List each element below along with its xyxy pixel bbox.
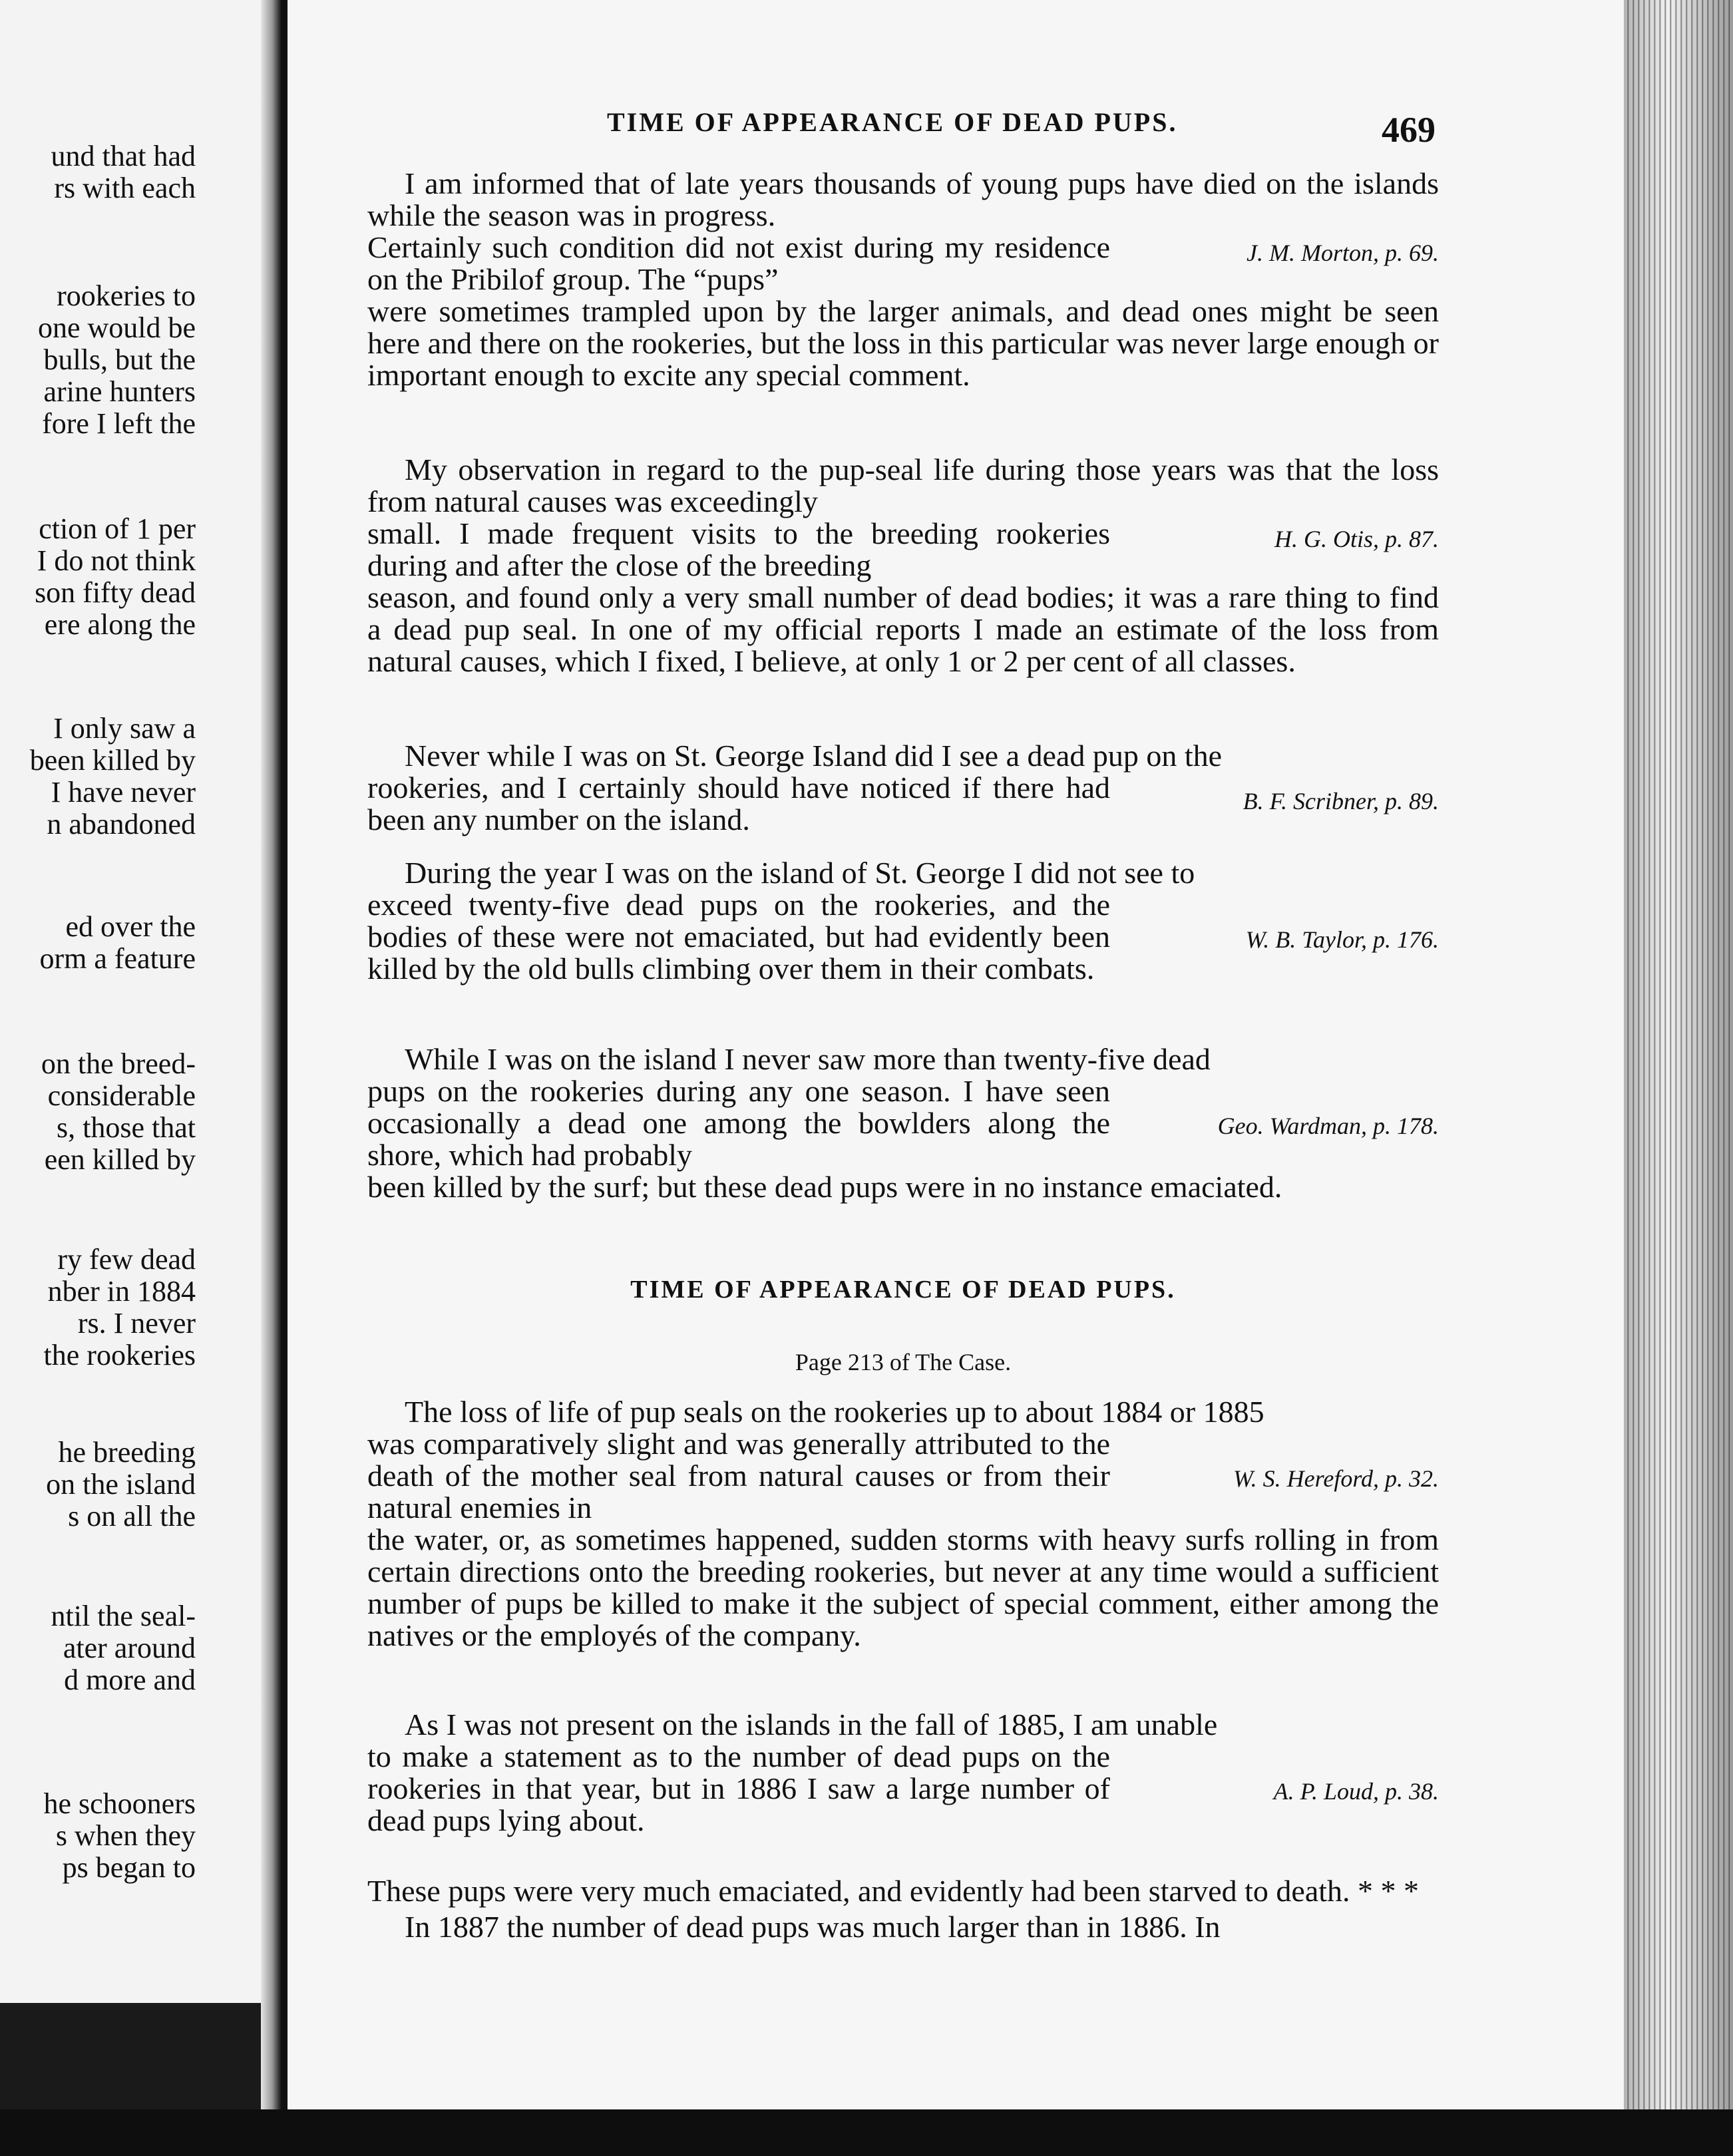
testimony-side: to make a statement as to the number of dead pups on the rookeries in that year, but in 1886 I saw a large number of dead pups lying about. [367, 1739, 1110, 1837]
left-page-fragment: nber in 1884 [47, 1275, 196, 1308]
closing-paragraph: In 1887 the number of dead pups was much larger than in 1886. In [405, 1910, 1221, 1944]
citation: Geo. Wardman, p. 178. [1217, 1113, 1439, 1139]
left-page-fragment: n abandoned [47, 808, 196, 840]
citation: H. G. Otis, p. 87. [1274, 526, 1439, 552]
left-page [0, 0, 265, 2003]
citation: W. S. Hereford, p. 32. [1233, 1465, 1439, 1492]
testimony-morton [367, 168, 1439, 391]
left-page-fragment: und that had [51, 140, 196, 172]
testimony-lead: Never while I was on St. George Island did I see a dead pup on the [405, 739, 1223, 773]
left-page-fragment: been killed by [29, 744, 196, 777]
left-page-fragment: rookeries to [57, 279, 196, 312]
left-page-fragment: son fifty dead [35, 576, 196, 609]
citation: W. B. Taylor, p. 176. [1245, 926, 1439, 953]
testimony-lead: During the year I was on the island of St. George I did not see to [405, 856, 1195, 890]
page-number: 469 [1382, 110, 1436, 150]
left-page-fragment: arine hunters [43, 375, 196, 408]
closing-text [367, 1875, 1439, 1943]
citation: J. M. Morton, p. 69. [1247, 240, 1439, 266]
left-page-fragment: ry few dead [57, 1243, 196, 1276]
left-page-fragment: orm a feature [39, 942, 196, 975]
testimony-side: small. I made frequent visits to the breeding rookeries during and after the close of the breeding [367, 516, 1110, 582]
testimony-rest: were sometimes trampled upon by the larger animals, and dead ones might be seen here and there on the rookeries, but the loss in this particular was never large enough or important enough to excite any special comment. [367, 294, 1439, 392]
left-page-fragment: s when they [55, 1819, 196, 1852]
left-page-fragment: I have never [51, 776, 196, 808]
testimony-side: Certainly such condition did not exist during my residence on the Pribilof group. The “pups” [367, 230, 1110, 296]
testimony-rest: season, and found only a very small number of dead bodies; it was a rare thing to find a dead pup seal. In one of my official reports I made an estimate of the loss from natural causes, which I fixed, I believe, at only 1 or 2 per cent of all classes. [367, 580, 1439, 678]
testimony-wardman [367, 1043, 1439, 1203]
testimony-side: pups on the rookeries during any one season. I have seen occasionally a dead one among the bowlders along the shore, which had probably [367, 1074, 1110, 1172]
left-page-fragment: ntil the seal- [51, 1600, 196, 1632]
left-page-fragment: rs. I never [77, 1307, 196, 1340]
citation: A. P. Loud, p. 38. [1273, 1778, 1439, 1805]
left-page-fragment: he schooners [43, 1787, 196, 1820]
testimony-otis [367, 454, 1439, 677]
left-page-fragment: ere along the [44, 608, 196, 641]
left-page-fragment: one would be [37, 311, 196, 344]
testimony-side: was comparatively slight and was generally attributed to the death of the mother seal from natural causes or from their natural enemies in [367, 1427, 1110, 1525]
citation: B. F. Scribner, p. 89. [1243, 788, 1439, 814]
left-page-fragment: I do not think [37, 544, 196, 577]
page-edges-shade [1624, 0, 1733, 2156]
closing-paragraph: These pups were very much emaciated, and evidently had been starved to death. * * * [367, 1874, 1420, 1908]
testimony-taylor [367, 857, 1439, 985]
section-subheading: Page 213 of The Case. [795, 1349, 1012, 1375]
running-head: TIME OF APPEARANCE OF DEAD PUPS. [607, 107, 1178, 137]
left-page-fragment: ater around [63, 1632, 196, 1664]
testimony-rest: been killed by the surf; but these dead pups were in no instance emaciated. [367, 1170, 1282, 1204]
section-heading: TIME OF APPEARANCE OF DEAD PUPS. [630, 1276, 1176, 1304]
scan-border [0, 2109, 1733, 2156]
left-page-fragment: on the island [46, 1468, 196, 1501]
testimony-lead: As I was not present on the islands in the fall of 1885, I am unable [405, 1707, 1218, 1741]
testimony-rest: the water, or, as sometimes happened, sudden storms with heavy surfs rolling in from certain directions onto the breeding rookeries, but never at any time would a sufficient number of pups be killed to make it the subject of special comment, either among the natives or the employés of the company. [367, 1523, 1439, 1652]
left-page-fragment: rs with each [54, 172, 196, 204]
left-page-fragment: he breeding [58, 1436, 196, 1469]
left-page-fragment: I only saw a [53, 712, 196, 745]
left-page-fragment: ction of 1 per [39, 512, 196, 545]
testimony-loud [367, 1709, 1439, 1837]
left-page-fragment: een killed by [44, 1143, 196, 1176]
left-page-fragment: ed over the [65, 910, 196, 943]
testimony-lead: My observation in regard to the pup-seal life during those years was that the loss from natural causes was exceedingly [367, 452, 1439, 518]
left-page-fragment: fore I left the [42, 407, 196, 440]
left-page-fragment: bulls, but the [43, 343, 196, 376]
left-page-fragment: s on all the [68, 1500, 196, 1532]
left-page-fragment: d more and [64, 1664, 196, 1696]
left-page-fragment: the rookeries [43, 1339, 196, 1371]
testimony-side: exceed twenty-five dead pups on the rookeries, and the bodies of these were not emaciated, but had evidently been killed by the old bulls climbing over them in their combats. [367, 888, 1110, 986]
testimony-lead: I am informed that of late years thousands of young pups have died on the islands while the season was in progress. [367, 166, 1439, 232]
left-page-fragment: on the breed- [41, 1047, 196, 1080]
testimony-hereford [367, 1396, 1439, 1652]
left-page-fragment: s, those that [57, 1111, 196, 1144]
testimony-scribner [367, 740, 1439, 836]
left-page-fragment: considerable [47, 1079, 196, 1112]
testimony-side: rookeries, and I certainly should have noticed if there had been any number on the island. [367, 771, 1110, 836]
testimony-lead: While I was on the island I never saw more than twenty-five dead [405, 1042, 1211, 1076]
left-page-fragment: ps began to [62, 1851, 196, 1884]
testimony-lead: The loss of life of pup seals on the rookeries up to about 1884 or 1885 [405, 1395, 1264, 1429]
